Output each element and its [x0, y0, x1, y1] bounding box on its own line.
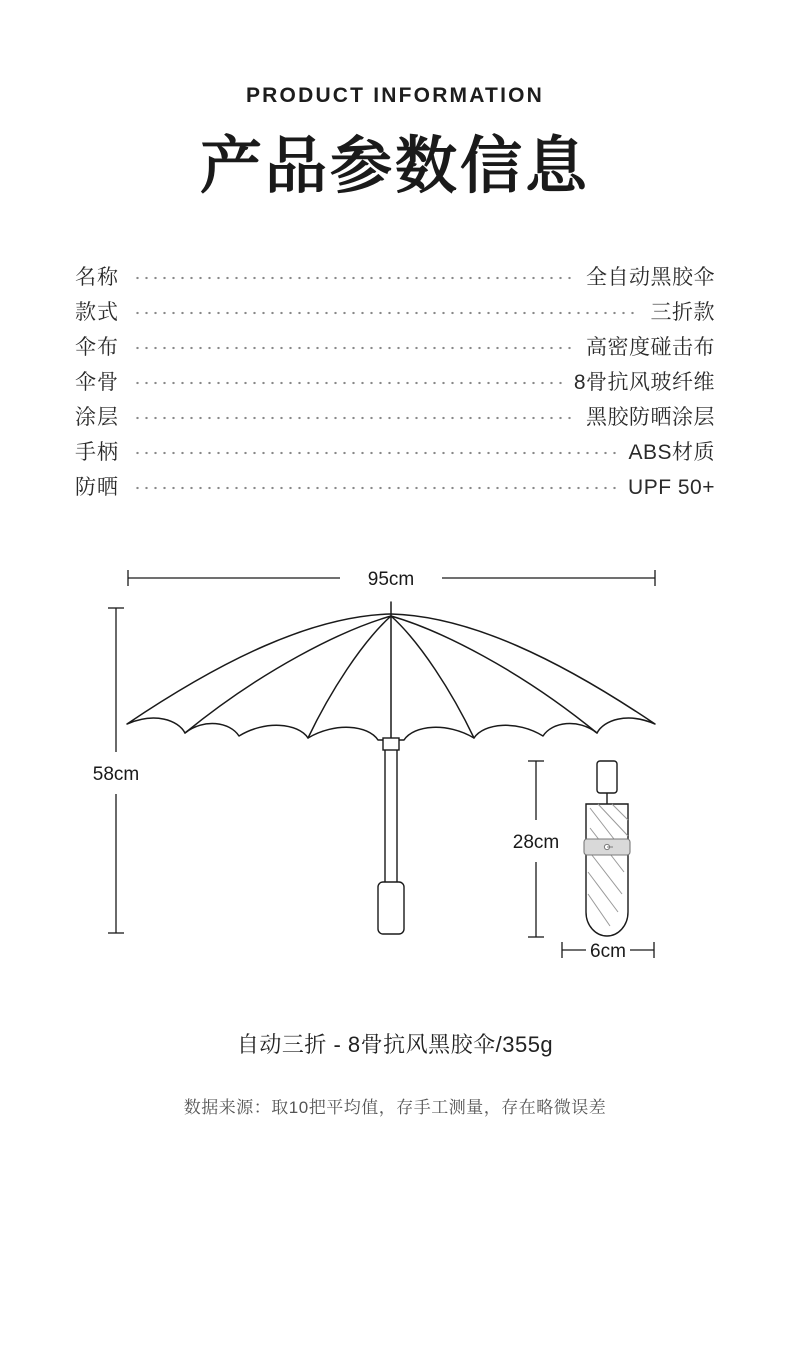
spec-label: 手柄 [75, 441, 119, 465]
umbrella-dimension-diagram [0, 552, 790, 1022]
spec-value: UPF 50+ [628, 476, 715, 500]
spec-value: ABS材质 [628, 441, 715, 465]
spec-row [75, 436, 715, 471]
spec-label: 涂层 [75, 406, 119, 430]
spec-value: 三折款 [650, 301, 715, 325]
spec-list [75, 261, 715, 506]
spec-row [75, 366, 715, 401]
folded-umbrella [584, 761, 630, 936]
spec-label: 款式 [75, 301, 119, 325]
dotted-leader [133, 381, 562, 385]
spec-row [75, 471, 715, 506]
spec-row [75, 261, 715, 296]
dotted-leader [133, 451, 616, 455]
dotted-leader [133, 311, 639, 315]
spec-row [75, 331, 715, 366]
folded-width-dimension-label: 6cm [590, 941, 626, 963]
dotted-leader [133, 486, 616, 490]
page-header [0, 0, 790, 199]
spec-value: 8骨抗风玻纤维 [573, 371, 715, 395]
spec-value: 全自动黑胶伞 [586, 266, 715, 290]
umbrella-handle [378, 882, 404, 934]
diagram-caption: 自动三折 - 8骨抗风黑胶伞/355g [236, 1032, 554, 1058]
spec-label: 名称 [75, 266, 119, 290]
height-dimension-label: 58cm [92, 764, 140, 786]
dotted-leader [133, 346, 574, 350]
dotted-leader [133, 276, 574, 280]
spec-label: 防晒 [75, 476, 119, 500]
page-title: 产品参数信息 [199, 132, 590, 201]
source-note: 数据来源：取10把平均值，存手工测量，存在略微误差 [183, 1098, 607, 1118]
spec-value: 黑胶防晒涂层 [586, 406, 715, 430]
spec-label: 伞布 [75, 336, 119, 360]
spec-row [75, 296, 715, 331]
dotted-leader [133, 416, 574, 420]
spec-row [75, 401, 715, 436]
width-dimension-label: 95cm [367, 569, 415, 591]
spec-label: 伞骨 [75, 371, 119, 395]
umbrella-canopy [127, 602, 655, 740]
eyebrow-title: PRODUCT INFORMATION [245, 84, 545, 107]
folded-height-dimension-label: 28cm [512, 832, 560, 854]
spec-value: 高密度碰击布 [586, 336, 715, 360]
umbrella-shaft [383, 738, 399, 882]
